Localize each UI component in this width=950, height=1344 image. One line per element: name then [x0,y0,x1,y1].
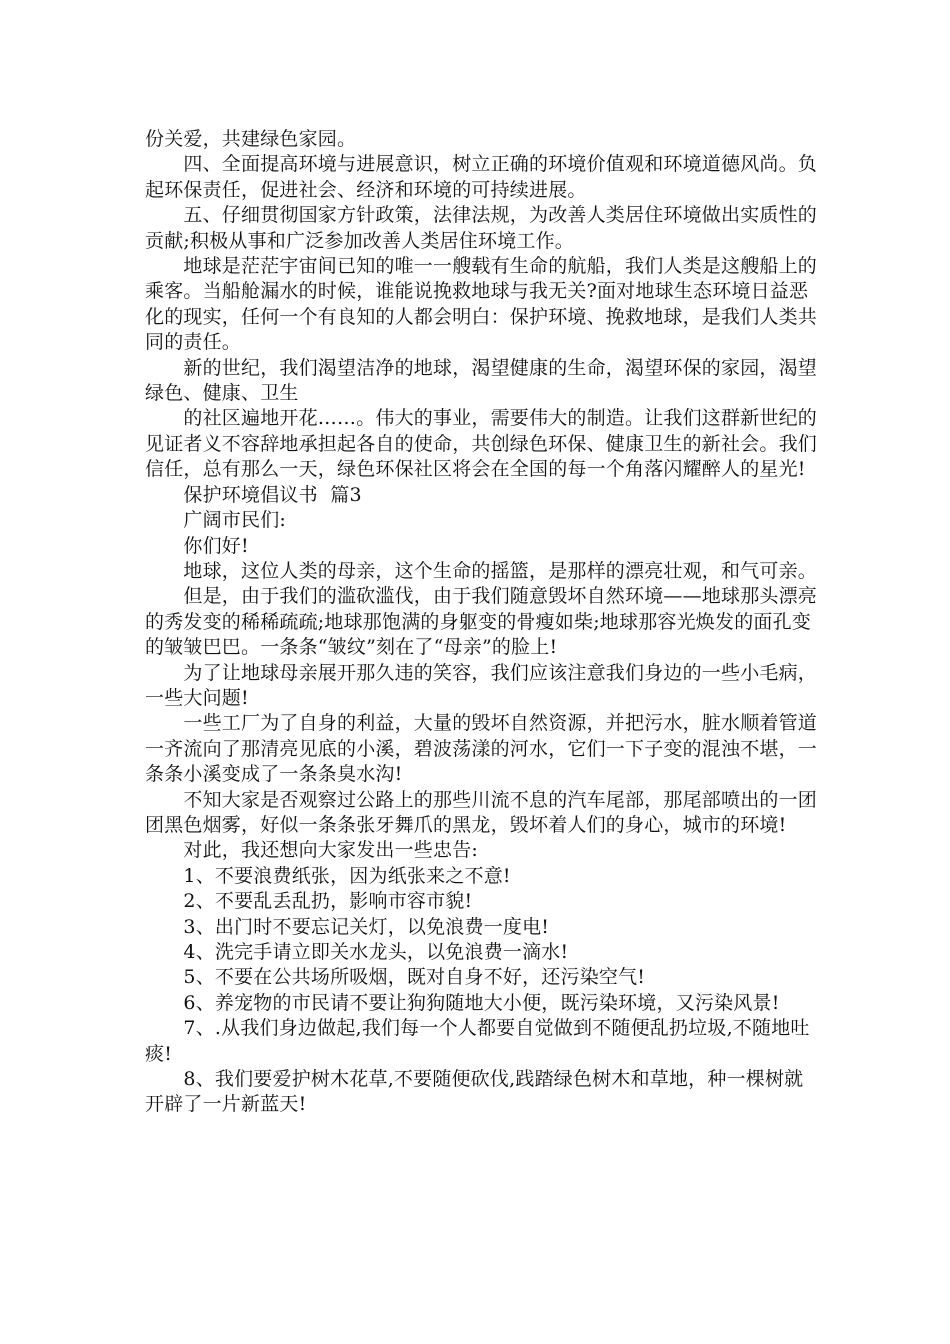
list-item: 4、洗完手请立即关水龙头，以免浪费一滴水! [145,941,569,963]
list-item: 3、出门时不要忘记关灯，以免浪费一度电! [145,915,550,938]
paragraph: 地球，这位人类的母亲，这个生命的摇篮，是那样的漂亮壮观，和气可亲。 [145,559,818,582]
paragraph: 五、仔细贯彻国家方针政策，法律法规，为改善人类居住环境做出实质性的贡献;积极从事和广泛参加改善人类居住环境工作。 [145,204,818,252]
paragraph: 地球是茫茫宇宙间已知的唯一一艘载有生命的航船，我们人类是这艘船上的乘客。当船舱漏水的时候，谁能说挽救地球与我无关?面对地球生态环境日益恶化的现实，任何一个有良知的人都会明白：保护环境、挽救地球，是我们人类共同的责任。 [145,255,818,354]
paragraph: 但是，由于我们的滥砍滥伐，由于我们随意毁坏自然环境——地球那头漂亮的秀发变的稀稀疏疏;地球那饱满的身躯变的骨瘦如柴;地球那容光焕发的面孔变的皱皱巴巴。一条条“皱纹”刻在了“母亲”的脸上! [145,585,818,659]
paragraph: 为了让地球母亲展开那久违的笑容，我们应该注意我们身边的一些小毛病，一些大问题! [145,661,818,709]
list-item: 8、我们要爱护树木花草,不要随便砍伐,践踏绿色树木和草地，种一棵树就开辟了一片新蓝天! [145,1068,804,1116]
list-item: 5、不要在公共场所吸烟，既对自身不好，还污染空气! [145,966,646,989]
paragraph: 的社区遍地开花……。伟大的事业，需要伟大的制造。让我们这群新世纪的见证者义不容辞地承担起各自的使命，共创绿色环保、健康卫生的新社会。我们信任，总有那么一天，绿色环保社区将会在全国的每一个角落闪耀醉人的星光! [145,407,818,481]
paragraph: 新的世纪，我们渴望洁净的地球，渴望健康的生命，渴望环保的家园，渴望绿色、健康、卫生 [145,356,818,405]
list-item: 2、不要乱丢乱扔，影响市容市貌! [145,890,473,913]
list-item: 6、养宠物的市民请不要让狗狗随地大小便，既污染环境，又污染风景! [145,991,780,1014]
paragraph: 对此，我还想向大家发出一些忠告: [145,839,479,862]
salutation: 广阔市民们: [145,509,287,532]
list-item: 1、不要浪费纸张，因为纸张来之不意! [145,864,511,887]
paragraph: 一些工厂为了自身的利益，大量的毁坏自然资源，并把污水，脏水顺着管道一齐流向了那清亮见底的小溪，碧波荡漾的河水，它们一下子变的混浊不堪，一条条小溪变成了一条条臭水沟! [145,712,818,786]
paragraph: 份关爱，共建绿色家园。 [145,128,357,150]
list-item: 7、.从我们身边做起,我们每一个人都要自觉做到不随便乱扔垃圾,不随地吐痰! [145,1017,810,1065]
paragraph: 不知大家是否观察过公路上的那些川流不息的汽车尾部，那尾部喷出的一团团黑色烟雾，好似一条条张牙舞爪的黑龙，毁坏着人们的身心，城市的环境! [145,788,818,836]
section-heading: 保护环境倡议书 篇3 [145,483,362,506]
greeting: 你们好! [145,534,249,557]
document-body [145,127,817,1118]
paragraph: 四、全面提高环境与进展意识，树立正确的环境价值观和环境道德风尚。负起环保责任，促进社会、经济和环境的可持续进展。 [145,153,818,201]
